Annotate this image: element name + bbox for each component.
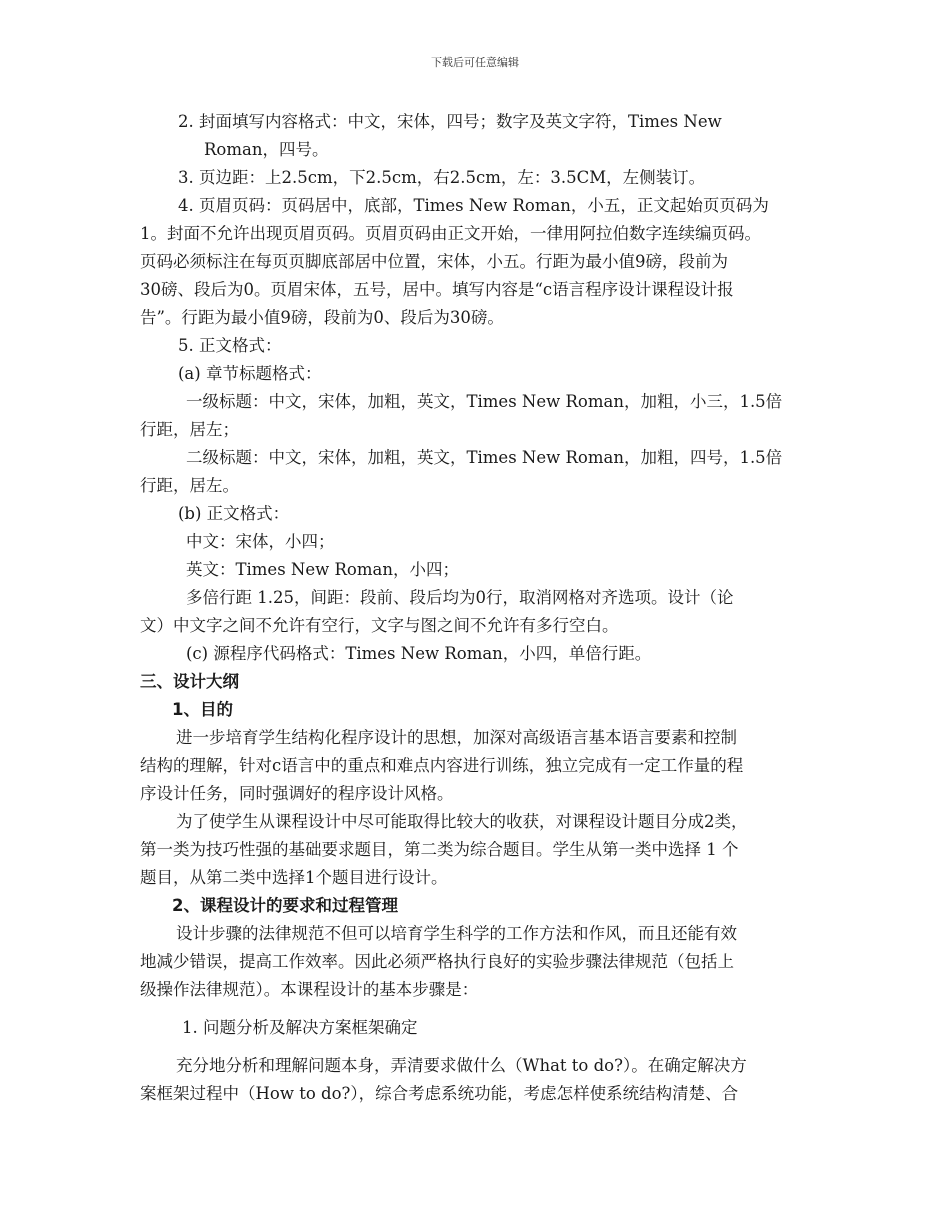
text-line: 3. 页边距：上2.5cm，下2.5cm，右2.5cm，左：3.5CM，左侧装订。 xyxy=(178,168,706,187)
text-line: Roman，四号。 xyxy=(204,140,329,159)
text-line: 一级标题：中文，宋体，加粗，英文，Times New Roman，加粗，小三，1.5倍 xyxy=(186,392,783,411)
subsection-heading: 1、目的 xyxy=(172,700,233,719)
text-line: 30磅、段后为0。页眉宋体，五号，居中。填写内容是“c语言程序设计课程设计报 xyxy=(140,280,734,299)
text-line: (a) 章节标题格式： xyxy=(178,364,322,383)
page-header: 下载后可任意编辑 xyxy=(431,56,519,69)
text-line: 结构的理解，针对c语言中的重点和难点内容进行训练，独立完成有一定工作量的程 xyxy=(140,756,744,775)
text-line: 地减少错误，提高工作效率。因此必须严格执行良好的实验步骤法律规范（包括上 xyxy=(140,952,734,971)
text-line: 第一类为技巧性强的基础要求题目，第二类为综合题目。学生从第一类中选择 1 个 xyxy=(140,840,739,859)
text-line: 行距，居左； xyxy=(140,420,239,439)
text-line: 4. 页眉页码：页码居中，底部，Times New Roman，小五，正文起始页页码为 xyxy=(178,196,769,215)
text-line: 页码必须标注在每页页脚底部居中位置，宋体，小五。行距为最小值9磅，段前为 xyxy=(140,252,728,271)
text-line: 中文：宋体，小四； xyxy=(186,532,335,551)
text-line: 二级标题：中文，宋体，加粗，英文，Times New Roman，加粗，四号，1.5倍 xyxy=(186,448,783,467)
text-line: 案框架过程中（How to do?），综合考虑系统功能，考虑怎样使系统结构清楚、合 xyxy=(140,1084,739,1103)
text-line: 文）中文字之间不允许有空行，文字与图之间不允许有多行空白。 xyxy=(140,616,619,635)
text-line: 英文：Times New Roman，小四； xyxy=(186,560,459,579)
text-line: 进一步培育学生结构化程序设计的思想，加深对高级语言基本语言要素和控制 xyxy=(176,728,737,747)
text-line: 序设计任务，同时强调好的程序设计风格。 xyxy=(140,784,454,803)
text-line: 5. 正文格式： xyxy=(178,336,282,355)
text-line: 设计步骤的法律规范不但可以培育学生科学的工作方法和作风，而且还能有效 xyxy=(176,924,737,943)
text-line: 充分地分析和理解问题本身，弄清要求做什么（What to do?）。在确定解决方 xyxy=(176,1056,747,1075)
text-line: 题目，从第二类中选择1个题目进行设计。 xyxy=(140,868,448,887)
text-line: 为了使学生从课程设计中尽可能取得比较大的收获，对课程设计题目分成2类， xyxy=(176,812,748,831)
text-line: (b) 正文格式： xyxy=(178,504,290,523)
text-line: (c) 源程序代码格式：Times New Roman，小四，单倍行距。 xyxy=(186,644,652,663)
text-line: 级操作法律规范）。本课程设计的基本步骤是： xyxy=(140,980,479,999)
text-line: 行距，居左。 xyxy=(140,476,239,495)
text-line: 1。封面不允许出现页眉页码。页眉页码由正文开始，一律用阿拉伯数字连续编页码。 xyxy=(140,224,761,243)
subsection-heading: 2、课程设计的要求和过程管理 xyxy=(172,896,398,915)
text-line: 告”。行距为最小值9磅，段前为0、段后为30磅。 xyxy=(140,308,504,327)
text-line: 多倍行距 1.25，间距：段前、段后均为0行，取消网格对齐选项。设计（论 xyxy=(186,588,734,607)
text-line: 2. 封面填写内容格式：中文，宋体，四号；数字及英文字符，Times New xyxy=(178,112,722,131)
section-heading: 三、设计大纲 xyxy=(140,672,239,691)
text-line: 1. 问题分析及解决方案框架确定 xyxy=(182,1018,418,1037)
